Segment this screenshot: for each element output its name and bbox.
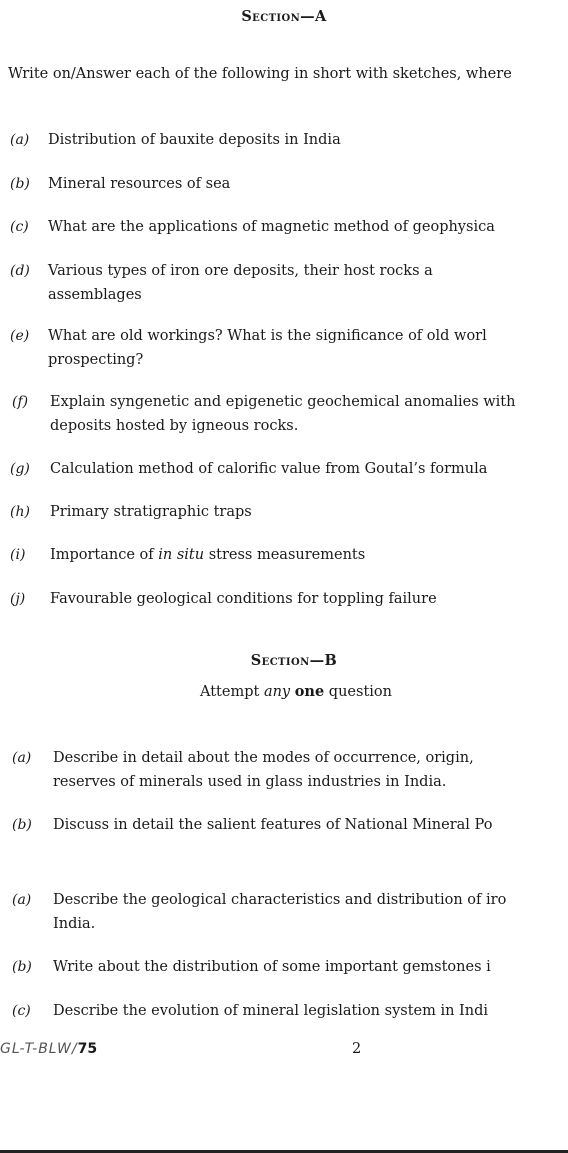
item-text: Describe the geological characteristics and distribution of iro [53, 892, 507, 908]
item-label: (e) [10, 328, 30, 344]
item-text-continuation: deposits hosted by igneous rocks. [50, 418, 299, 434]
item-text: Describe in detail about the modes of occurrence, origin, [53, 750, 474, 766]
section-b-heading: Section—B [250, 652, 338, 669]
item-label: (b) [12, 817, 32, 833]
item-label: (h) [10, 504, 30, 520]
item-text: Importance of in situ stress measurements [50, 547, 366, 563]
page-number: 2 [352, 1041, 362, 1057]
item-text-continuation: assemblages [48, 287, 142, 303]
item-text: Distribution of bauxite deposits in India [48, 132, 341, 148]
item-text: Primary stratigraphic traps [50, 504, 252, 520]
item-text: Mineral resources of sea [48, 176, 231, 192]
item-label: (g) [10, 461, 30, 477]
item-label: (i) [10, 547, 26, 563]
item-label: (a) [12, 750, 32, 766]
section-a-instruction: Write on/Answer each of the following in short with sketches, where [8, 66, 512, 82]
item-label: (a) [12, 892, 32, 908]
item-text: Describe the evolution of mineral legislation system in Indi [53, 1003, 489, 1019]
paper-code: GL-T-BLW/75 [0, 1041, 98, 1057]
item-text: What are the applications of magnetic method of geophysica [48, 219, 495, 235]
item-label: (a) [10, 132, 30, 148]
item-text-continuation: reserves of minerals used in glass industries in India. [53, 774, 447, 790]
item-label: (d) [10, 263, 30, 279]
item-text-continuation: prospecting? [48, 352, 144, 368]
item-label: (c) [10, 219, 29, 235]
section-a-heading: Section—A [241, 8, 327, 25]
item-text: Discuss in detail the salient features of National Mineral Po [53, 817, 493, 833]
section-b-instruction: Attempt any one question [200, 683, 392, 700]
item-label: (b) [10, 176, 30, 192]
item-text: Calculation method of calorific value from Goutal’s formula [50, 461, 488, 477]
item-label: (c) [12, 1003, 31, 1019]
item-label: (j) [10, 591, 26, 607]
item-text: What are old workings? What is the significance of old worl [48, 328, 487, 344]
item-text: Various types of iron ore deposits, their host rocks a [48, 263, 433, 279]
item-label: (b) [12, 959, 32, 975]
item-text-continuation: India. [53, 916, 96, 932]
item-label: (f) [12, 394, 29, 410]
item-text: Favourable geological conditions for toppling failure [50, 591, 437, 607]
item-text: Write about the distribution of some important gemstones i [53, 959, 491, 975]
item-text: Explain syngenetic and epigenetic geochemical anomalies with [50, 394, 516, 410]
